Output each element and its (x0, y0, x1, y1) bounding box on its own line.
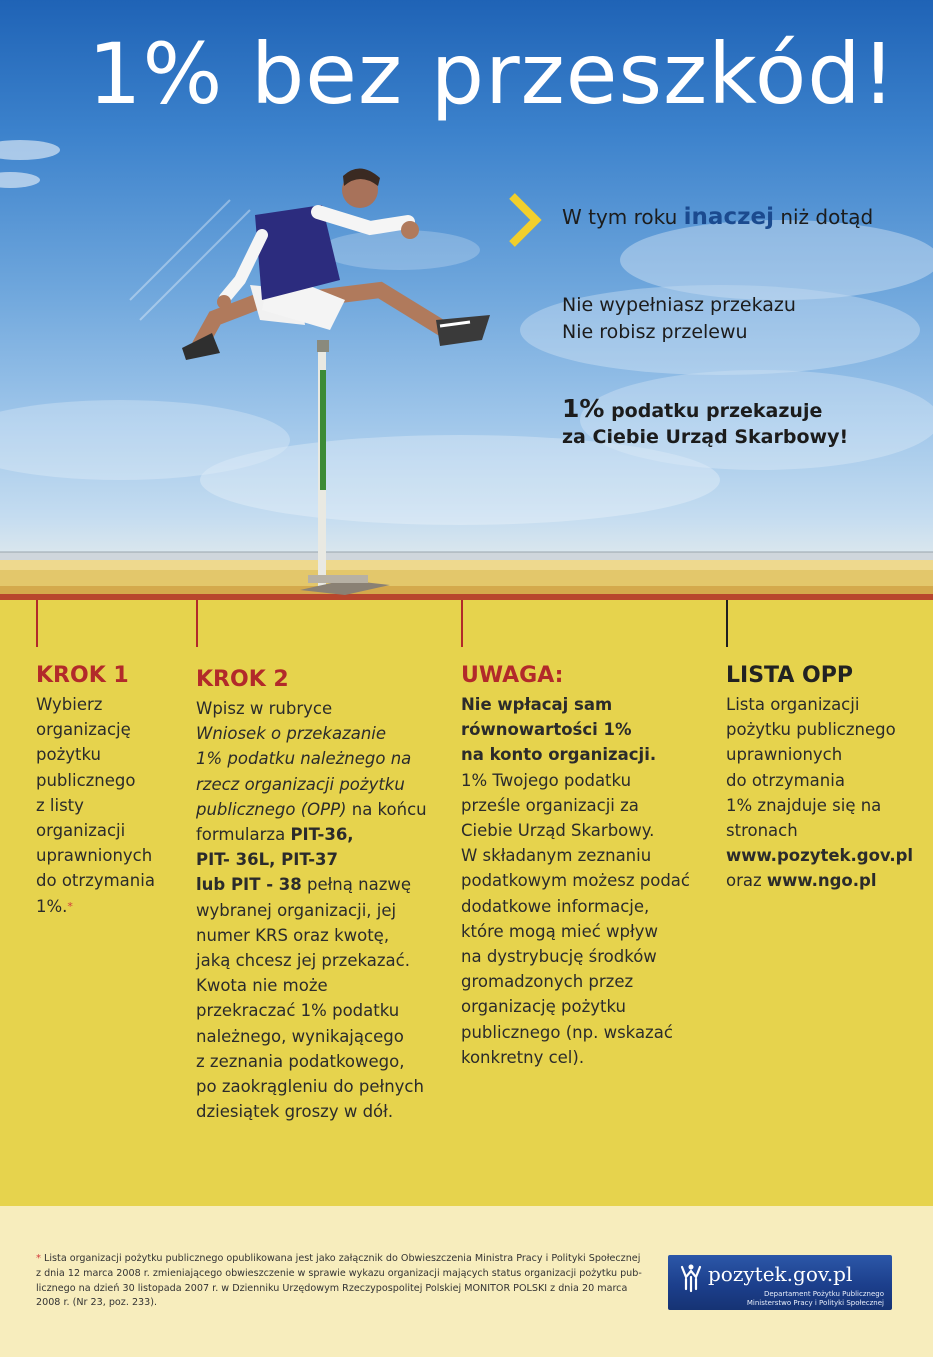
page-title: 1% bez przeszkód! (88, 25, 897, 123)
link-pozytek[interactable]: www.pozytek.gov.pl (726, 846, 914, 866)
uwaga-line: na dystrybucję środków (461, 947, 657, 967)
krok2-line: jaką chcesz jej przekazać. (196, 951, 410, 971)
krok2-line: Kwota nie może (196, 976, 328, 996)
lista-oraz: oraz (726, 871, 767, 891)
krok2-forms: PIT- 36L, PIT-37 (196, 850, 339, 870)
uwaga-title: UWAGA: (461, 663, 564, 688)
footnote (36, 1252, 656, 1311)
krok1-line: organizacji (36, 821, 126, 841)
logo-ministry: Ministerstwo Pracy i Polityki Społecznej (746, 1299, 884, 1307)
krok2-line: Wniosek o przekazanie (196, 724, 387, 744)
lista-line: 1% znajduje się na (726, 795, 882, 815)
link-ngo[interactable]: www.ngo.pl (766, 871, 877, 891)
footer (0, 1206, 933, 1357)
steps-panel (0, 600, 933, 1206)
uwaga-line: prześle organizacji za (461, 795, 639, 815)
uwaga-line: W składanym zeznaniu (461, 846, 652, 866)
lista-line: uprawnionych (726, 745, 843, 765)
lista-title: LISTA OPP (726, 663, 853, 688)
claim-percent: 1% (562, 394, 605, 423)
footnote-text: Lista organizacji pożytku publicznego opublikowana jest jako załącznik do Obwieszczenia Ministra Pracy i Polityki Społecznej (41, 1253, 641, 1264)
uwaga-bold-line: równowartości 1% (461, 720, 632, 740)
krok2-line: wybranej organizacji, jej (196, 900, 397, 920)
krok1-line: z listy (36, 795, 84, 815)
divider-krok2 (196, 600, 198, 647)
krok1-last: 1%. (36, 896, 68, 916)
krok2-italic: publicznego (OPP) (196, 799, 347, 819)
uwaga-line: które mogą mieć wpływ (461, 921, 658, 941)
tagline-end: niż dotąd (773, 205, 874, 229)
uwaga-line: podatkowym możesz podać (461, 871, 690, 891)
uwaga-line: 1% Twojego podatku (461, 770, 632, 790)
krok1-line: organizację (36, 720, 131, 740)
lista-line: do otrzymania (726, 770, 845, 790)
krok2-line: 1% podatku należnego na (196, 749, 412, 769)
krok2-line: numer KRS oraz kwotę, (196, 925, 390, 945)
krok2-line: należnego, wynikającego (196, 1026, 404, 1046)
divider-uwaga (461, 600, 463, 647)
footnote-marker: * (67, 899, 73, 913)
krok1-line: do otrzymania (36, 871, 155, 891)
info-line-1: Nie wypełniasz przekazu (562, 294, 796, 316)
krok2-line (196, 797, 446, 822)
footnote-asterisk: * (36, 1253, 41, 1264)
uwaga-line: dodatkowe informacje, (461, 896, 650, 916)
divider-lista (726, 600, 728, 647)
krok1-line: Wybierz (36, 695, 103, 714)
uwaga-line: gromadzonych przez (461, 972, 634, 992)
krok1-line: uprawnionych (36, 846, 153, 866)
uwaga-bold-line: Nie wpłacaj sam (461, 695, 613, 714)
krok1-column (36, 662, 186, 919)
krok1-line: pożytku (36, 745, 101, 765)
claim-line-2: za Ciebie Urząd Skarbowy! (562, 426, 849, 448)
krok2-line: po zaokrągleniu do pełnych (196, 1077, 424, 1097)
hero-photo (0, 0, 933, 600)
info-line-2: Nie robisz przelewu (562, 321, 748, 343)
krok2-line (196, 872, 446, 897)
footnote-line (36, 1252, 656, 1267)
logo-department: Departament Pożytku Publicznego (763, 1290, 884, 1298)
uwaga-line: organizację pożytku (461, 997, 627, 1017)
krok2-title: KROK 2 (196, 667, 289, 692)
lista-line: Lista organizacji (726, 695, 860, 714)
krok2-line: rzecz organizacji pożytku (196, 774, 405, 794)
krok2-text: formularza (196, 825, 291, 845)
uwaga-column (461, 662, 711, 1070)
footnote-line: 2008 r. (Nr 23, poz. 233). (36, 1297, 158, 1309)
lista-line (726, 868, 926, 893)
people-hands-icon (678, 1263, 704, 1295)
krok2-text: pełną nazwę (301, 875, 411, 895)
pozytek-logo[interactable] (668, 1255, 892, 1310)
krok1-line-last (36, 894, 186, 919)
tagline-start: W tym roku (562, 205, 684, 229)
tagline (562, 204, 873, 230)
tagline-emphasis: inaczej (683, 204, 774, 230)
lista-line: pożytku publicznego (726, 720, 896, 740)
krok2-form: lub PIT - 38 (196, 875, 302, 895)
lista-column (726, 662, 926, 894)
krok2-form: PIT-36, (290, 825, 354, 845)
footnote-line: licznego na dzień 30 listopada 2007 r. w Dzienniku Urzędowym Rzeczypospolitej Polskiej MONITOR POLSKI z dnia 20 marca (36, 1282, 628, 1294)
uwaga-bold-line: na konto organizacji. (461, 745, 657, 765)
krok2-line (196, 822, 446, 847)
logo-name: pozytek.gov.pl (708, 1262, 853, 1286)
krok2-line: przekraczać 1% podatku (196, 1001, 400, 1021)
krok2-line: dziesiątek groszy w dół. (196, 1102, 394, 1122)
krok2-text: na końcu (346, 799, 427, 819)
krok2-column (196, 662, 446, 1124)
uwaga-line: publicznego (np. wskazać (461, 1022, 673, 1042)
chevron-right-icon (508, 192, 542, 248)
lista-line: stronach (726, 821, 798, 841)
krok2-line: Wpisz w rubryce (196, 699, 333, 718)
claim-text: podatku przekazuje (604, 400, 823, 422)
krok1-line: publicznego (36, 770, 136, 790)
uwaga-line: konkretny cel). (461, 1047, 585, 1067)
uwaga-line: Ciebie Urząd Skarbowy. (461, 821, 655, 841)
divider-krok1 (36, 600, 38, 647)
krok1-title: KROK 1 (36, 663, 129, 688)
claim-line-1 (562, 394, 822, 423)
krok2-line: z zeznania podatkowego, (196, 1051, 405, 1071)
footnote-line: z dnia 12 marca 2008 r. zmieniającego obwieszczenie w sprawie wykazu organizacji mających status organizacji pożytku pub- (36, 1267, 642, 1279)
